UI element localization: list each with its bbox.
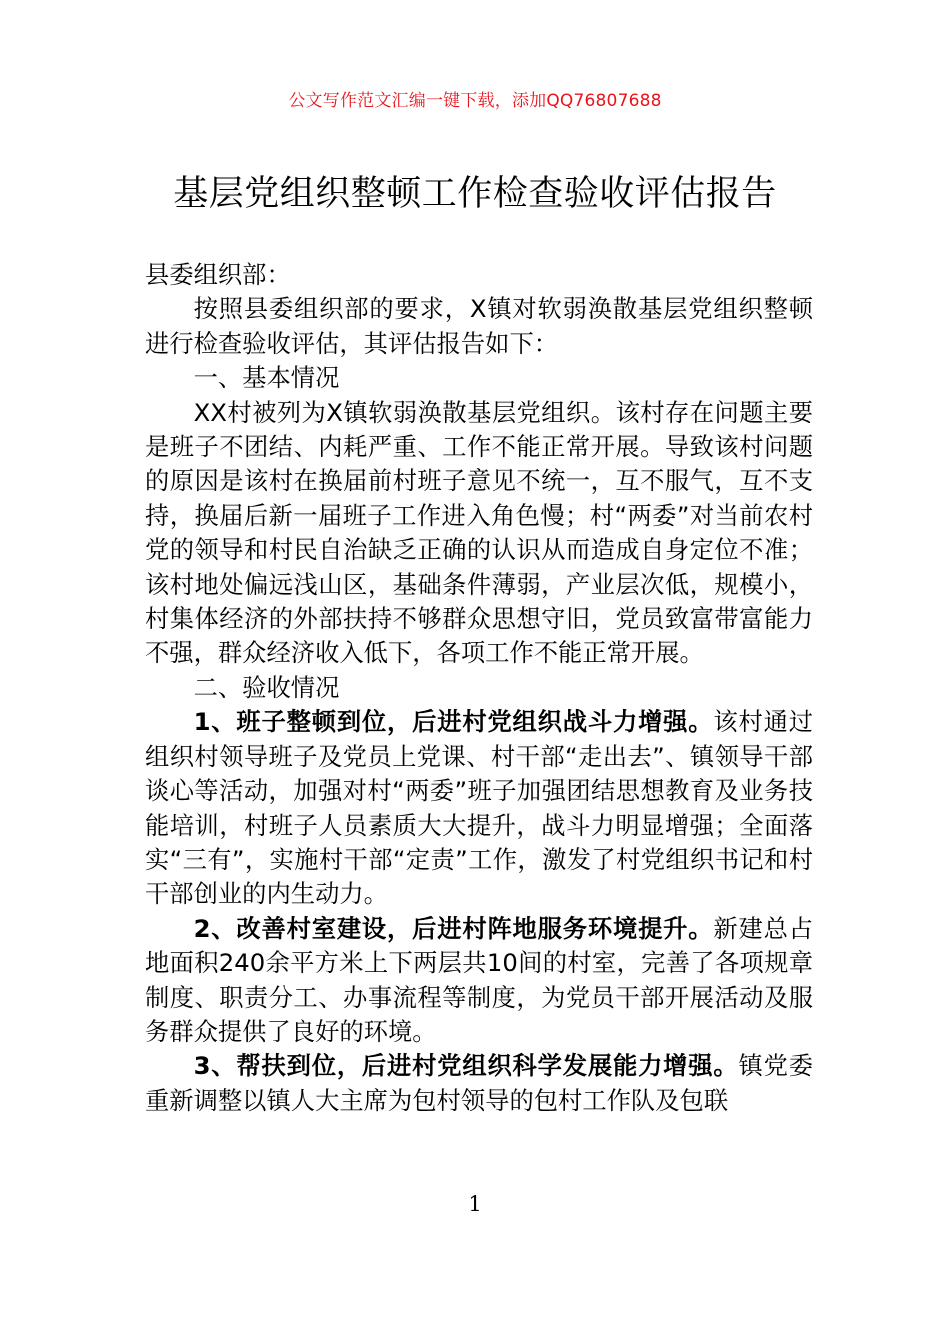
basic-situation-paragraph: XX村被列为X镇软弱涣散基层党组织。该村存在问题主要是班子不团结、内耗严重、工作不能正常开展。导致该村问题的原因是该村在换届前村班子意见不统一，互不服气，互不支持，换届后新一届班子工作进入角色慢；村“两委”对当前农村党的领导和村民自治缺乏正确的认识从而造成自身定位不准；该村地处偏远浅山区，基础条件薄弱，产业层次低，规模小，村集体经济的外部扶持不够群众思想守旧，党员致富带富能力不强，群众经济收入低下，各项工作不能正常开展。 — [145, 397, 813, 668]
document-title: 基层党组织整顿工作检查验收评估报告 — [173, 174, 777, 214]
page-number: 1 — [468, 1192, 482, 1216]
acceptance-item-3-lead: 3、帮扶到位，后进村党组织科学发展能力增强。 — [193, 1051, 739, 1081]
acceptance-item-1-lead: 1、班子整顿到位，后进村党组织战斗力增强。 — [193, 707, 714, 737]
intro-paragraph: 按照县委组织部的要求，X镇对软弱涣散基层党组织整顿进行检查验收评估，其评估报告如下： — [145, 294, 813, 358]
acceptance-item-1 — [145, 705, 813, 911]
section-heading-acceptance: 二、验收情况 — [193, 672, 340, 702]
acceptance-item-1-text: 该村通过组织村领导班子及党员上党课、村干部“走出去”、镇领导干部谈心等活动，加强对村“两委”班子加强团结思想教育及业务技能培训，村班子人员素质大大提升，战斗力明显增强；全面落实“三有”，实施村干部“定责”工作，激发了村党组织书记和村干部创业的内生动力。 — [145, 707, 813, 909]
acceptance-item-3 — [145, 1049, 813, 1118]
document-body — [145, 258, 813, 1118]
section-heading-basic: 一、基本情况 — [193, 363, 340, 393]
acceptance-item-3-text: 镇党委重新调整以镇人大主席为包村领导的包村工作队及包联 — [145, 1051, 814, 1115]
acceptance-item-2-lead: 2、改善村室建设，后进村阵地服务环境提升。 — [193, 913, 714, 943]
acceptance-item-2 — [145, 912, 813, 1050]
salutation: 县委组织部： — [145, 260, 291, 289]
header-note: 公文写作范文汇编一键下载，添加QQ76807688 — [288, 91, 662, 111]
acceptance-item-2-text: 新建总占地面积240余平方米上下两层共10间的村室，完善了各项规章制度、职责分工、办事流程等制度，为党员干部开展活动及服务群众提供了良好的环境。 — [145, 913, 813, 1046]
